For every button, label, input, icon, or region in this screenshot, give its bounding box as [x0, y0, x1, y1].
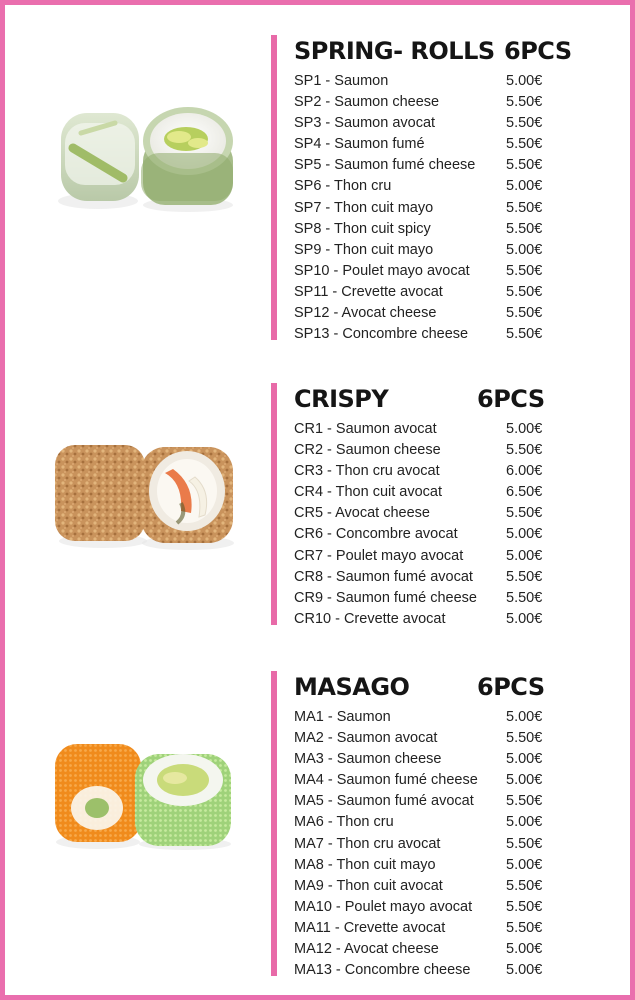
list-item — [277, 155, 571, 176]
item-name: MA9 - Thon cuit avocat — [294, 877, 443, 894]
list-item — [277, 728, 571, 749]
list-item — [277, 324, 571, 345]
item-name: MA4 - Saumon fumé cheese — [294, 772, 478, 789]
item-name: CR9 - Saumon fumé cheese — [294, 589, 477, 606]
list-item — [277, 707, 571, 728]
item-price: 5.00€ — [506, 421, 543, 437]
item-name: MA12 - Avocat cheese — [294, 941, 439, 958]
item-name: MA5 - Saumon fumé avocat — [294, 793, 474, 810]
list-item — [277, 918, 571, 939]
crispy-roll-image — [53, 433, 238, 551]
item-price: 5.00€ — [506, 814, 543, 831]
item-price: 5.00€ — [506, 547, 543, 564]
item-price: 5.50€ — [506, 115, 543, 132]
masago-roll-image — [53, 738, 238, 850]
item-price: 5.50€ — [506, 220, 543, 237]
spring-roll-image — [53, 93, 238, 213]
list-item — [277, 461, 571, 482]
item-name: SP4 - Saumon fumé — [294, 136, 425, 153]
section-pieces: 6PCS — [477, 673, 545, 701]
item-price: 5.50€ — [506, 877, 543, 894]
list-item — [277, 546, 571, 567]
item-price: 5.00€ — [506, 73, 543, 89]
section-masago — [271, 671, 571, 979]
item-name: SP13 - Concombre cheese — [294, 326, 469, 343]
item-price: 5.50€ — [506, 898, 543, 915]
item-list — [277, 419, 571, 630]
item-name: MA6 - Thon cru — [294, 814, 394, 831]
item-list — [277, 707, 571, 981]
item-name: SP8 - Thon cuit spicy — [294, 220, 431, 237]
item-price: 5.00€ — [506, 178, 543, 195]
section-crispy — [271, 383, 571, 625]
item-price: 5.00€ — [506, 241, 543, 258]
item-price: 5.50€ — [506, 505, 543, 522]
section-pieces: 6PCS — [504, 37, 572, 65]
item-name: MA13 - Concombre cheese — [294, 962, 471, 979]
list-item — [277, 134, 571, 155]
list-item — [277, 609, 571, 630]
item-name: SP6 - Thon cru — [294, 178, 392, 195]
item-price: 5.50€ — [506, 793, 543, 810]
item-price: 5.50€ — [506, 199, 543, 216]
item-price: 5.00€ — [506, 856, 543, 873]
item-price: 5.50€ — [506, 262, 543, 279]
section-spring-rolls — [271, 35, 572, 343]
item-price: 5.50€ — [506, 730, 543, 747]
list-item — [277, 588, 571, 609]
list-item — [277, 482, 571, 503]
item-price: 5.00€ — [506, 751, 543, 768]
item-price: 6.00€ — [506, 463, 543, 480]
item-name: CR8 - Saumon fumé avocat — [294, 568, 473, 585]
item-price: 5.00€ — [506, 962, 543, 979]
item-price: 5.50€ — [506, 94, 543, 111]
list-item — [277, 113, 571, 134]
item-list — [277, 71, 571, 345]
list-item — [277, 960, 571, 981]
list-item — [277, 240, 571, 261]
item-name: SP10 - Poulet mayo avocat — [294, 262, 470, 279]
list-item — [277, 876, 571, 897]
item-name: MA3 - Saumon cheese — [294, 751, 442, 768]
item-price: 5.50€ — [506, 568, 543, 585]
list-item — [277, 503, 571, 524]
list-item — [277, 71, 571, 92]
item-name: MA1 - Saumon — [294, 709, 391, 725]
section-pieces: 6PCS — [477, 385, 545, 413]
item-price: 5.00€ — [506, 772, 543, 789]
list-item — [277, 92, 571, 113]
section-header — [277, 35, 571, 71]
item-name: CR10 - Crevette avocat — [294, 610, 446, 627]
item-price: 5.00€ — [506, 526, 543, 543]
item-price: 5.50€ — [506, 919, 543, 936]
list-item — [277, 419, 571, 440]
item-price: 5.50€ — [506, 305, 543, 322]
item-name: SP11 - Crevette avocat — [294, 283, 443, 300]
list-item — [277, 812, 571, 833]
item-name: CR6 - Concombre avocat — [294, 526, 458, 543]
list-item — [277, 198, 571, 219]
item-name: CR5 - Avocat cheese — [294, 505, 430, 522]
item-price: 5.50€ — [506, 157, 543, 174]
item-name: MA7 - Thon cru avocat — [294, 835, 441, 852]
item-name: SP2 - Saumon cheese — [294, 94, 440, 111]
item-price: 5.50€ — [506, 835, 543, 852]
list-item — [277, 791, 571, 812]
item-price: 5.50€ — [506, 589, 543, 606]
item-price: 6.50€ — [506, 484, 543, 501]
list-item — [277, 567, 571, 588]
section-header — [277, 383, 571, 419]
list-item — [277, 524, 571, 545]
list-item — [277, 440, 571, 461]
item-name: MA8 - Thon cuit mayo — [294, 856, 436, 873]
list-item — [277, 176, 571, 197]
section-title: CRISPY — [294, 385, 389, 413]
list-item — [277, 749, 571, 770]
item-price: 5.00€ — [506, 709, 543, 725]
item-name: MA11 - Crevette avocat — [294, 919, 446, 936]
item-name: SP1 - Saumon — [294, 73, 389, 89]
item-name: SP5 - Saumon fumé cheese — [294, 157, 476, 174]
item-name: CR3 - Thon cru avocat — [294, 463, 440, 480]
list-item — [277, 261, 571, 282]
list-item — [277, 303, 571, 324]
item-name: MA10 - Poulet mayo avocat — [294, 898, 473, 915]
item-price: 5.00€ — [506, 941, 543, 958]
list-item — [277, 219, 571, 240]
item-price: 5.50€ — [506, 136, 543, 153]
item-price: 5.50€ — [506, 326, 543, 343]
item-price: 5.00€ — [506, 610, 543, 627]
section-header — [277, 671, 571, 707]
item-name: SP12 - Avocat cheese — [294, 305, 437, 322]
item-name: MA2 - Saumon avocat — [294, 730, 438, 747]
item-name: CR1 - Saumon avocat — [294, 421, 437, 437]
item-name: SP7 - Thon cuit mayo — [294, 199, 434, 216]
item-price: 5.50€ — [506, 442, 543, 459]
item-name: CR4 - Thon cuit avocat — [294, 484, 443, 501]
section-title: SPRING- ROLLS — [294, 37, 495, 65]
item-name: CR7 - Poulet mayo avocat — [294, 547, 464, 564]
list-item — [277, 770, 571, 791]
item-price: 5.50€ — [506, 283, 543, 300]
list-item — [277, 897, 571, 918]
item-name: SP9 - Thon cuit mayo — [294, 241, 434, 258]
list-item — [277, 282, 571, 303]
list-item — [277, 834, 571, 855]
section-title: MASAGO — [294, 673, 410, 701]
list-item — [277, 939, 571, 960]
item-name: SP3 - Saumon avocat — [294, 115, 436, 132]
item-name: CR2 - Saumon cheese — [294, 442, 441, 459]
list-item — [277, 855, 571, 876]
